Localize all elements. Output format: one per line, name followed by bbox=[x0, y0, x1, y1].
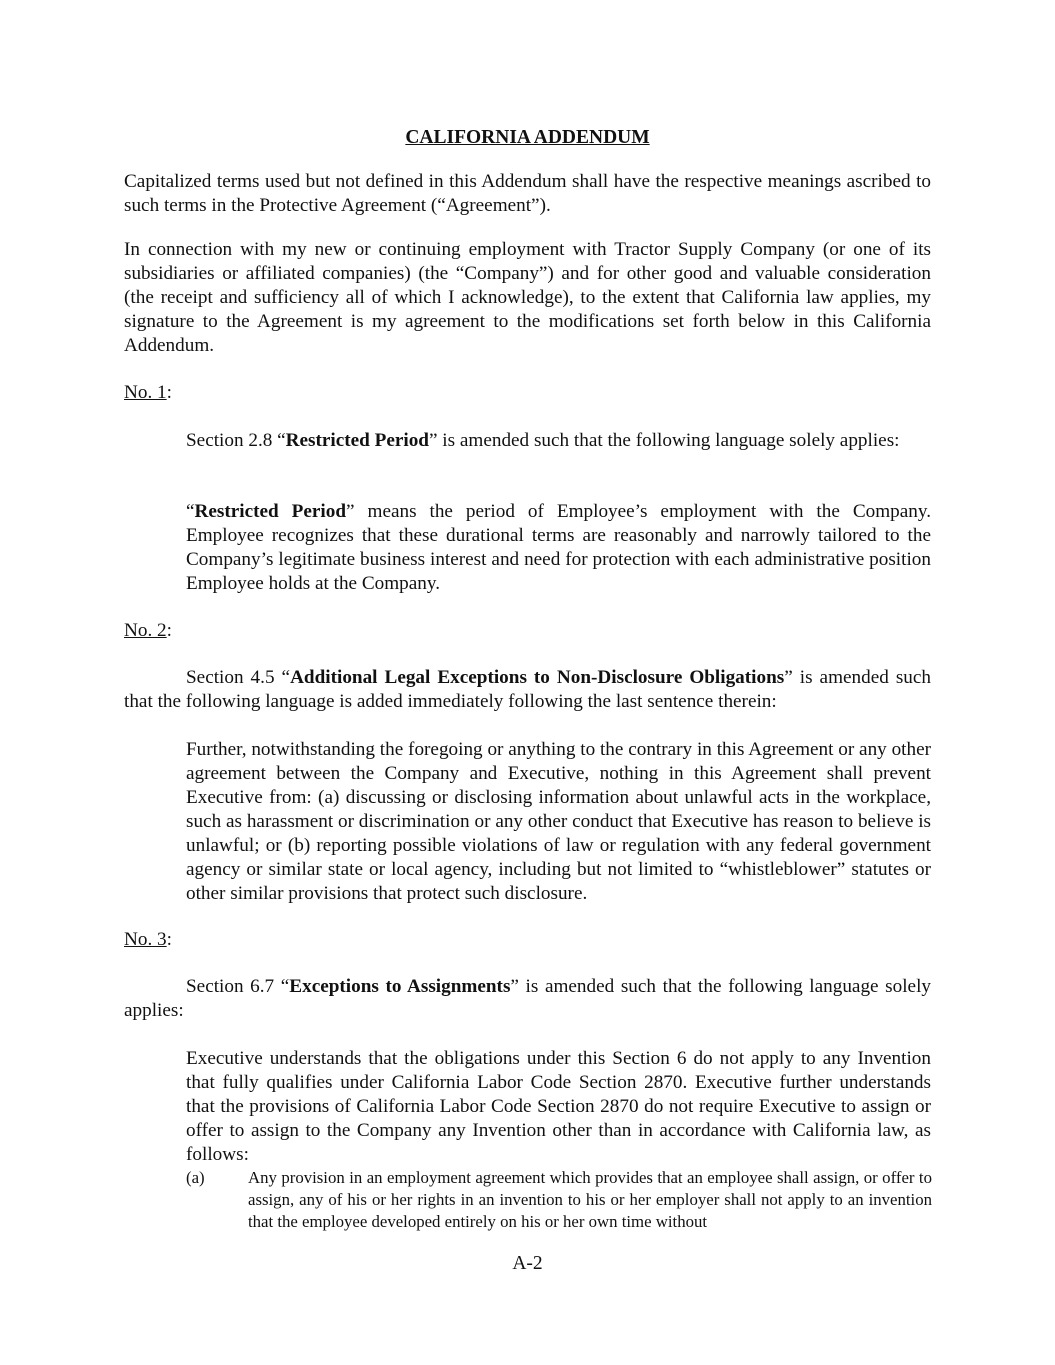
lead-text: ” is amended such that the following language solely applies: bbox=[428, 430, 900, 451]
section-lead-6-7 bbox=[124, 975, 931, 1023]
lead-text: Section 4.5 “ bbox=[186, 667, 291, 688]
section-label-text: No. 3 bbox=[124, 929, 167, 950]
section-label-colon: : bbox=[166, 382, 172, 403]
section-label-colon: : bbox=[166, 620, 172, 641]
section-label-no-3 bbox=[124, 928, 931, 952]
section-label-text: No. 2 bbox=[124, 620, 167, 641]
section-quote-restricted-period bbox=[186, 500, 931, 596]
page-title: CALIFORNIA ADDENDUM bbox=[405, 127, 650, 148]
quote-text: ” means the period of Employee’s employment with the Company. Employee recognizes that these durational terms are reasonably and narrowly tailored to the Company’s legitimate business interest and need for protection with each administrative position Employee holds at the Company. bbox=[186, 501, 931, 594]
lead-term: Restricted Period bbox=[285, 430, 429, 451]
section-label-no-2 bbox=[124, 619, 931, 643]
section-label-no-1 bbox=[124, 381, 931, 405]
intro-paragraph-definitions: Capitalized terms used but not defined in this Addendum shall have the respective meanings ascribed to such terms in the Protective Agreement (“Agreement”). bbox=[124, 171, 931, 216]
intro-paragraph-consideration: In connection with my new or continuing employment with Tractor Supply Company (or one of its subsidiaries or affiliated companies) (the “Company”) and for other good and valuable consideration (the receipt and sufficiency all of which I acknowledge), to the extent that California law applies, my signature to the Agreement is my agreement to the modifications set forth below in this California Addendum. bbox=[124, 239, 931, 356]
section-lead-4-5 bbox=[124, 666, 931, 714]
lead-text: ” is amended such that the following language solely applies: bbox=[124, 976, 932, 1021]
list-item bbox=[186, 1167, 932, 1233]
lead-text: Section 2.8 “ bbox=[186, 430, 286, 451]
list-item-text: Any provision in an employment agreement which provides that an employee shall assign, or offer to assign, any of his or her rights in an invention to his or her employer shall not apply to an invention that the employee developed entirely on his or her own time without bbox=[248, 1168, 932, 1231]
section-label-text: No. 1 bbox=[124, 382, 167, 403]
lead-term: Additional Legal Exceptions to Non-Disclosure Obligations bbox=[290, 667, 785, 688]
quote-term: Restricted Period bbox=[194, 501, 347, 522]
list-marker: (a) bbox=[186, 1168, 205, 1187]
lead-text: ” is amended such that the following language is added immediately following the last sentence therein: bbox=[124, 667, 931, 712]
quote-open: “ bbox=[186, 501, 195, 522]
section-label-colon: : bbox=[166, 929, 172, 950]
section-quote-non-disclosure: Further, notwithstanding the foregoing or anything to the contrary in this Agreement or any other agreement between the Company and Executive, nothing in this Agreement shall prevent Executive from: (a) discussing or disclosing information about unlawful acts in the workplace, such as harassment or discrimination or any other conduct that Executive has reason to believe is unlawful; or (b) reporting possible violations of law or regulation with any federal government agency or similar state or local agency, including but not limited to “whistleblower” statutes or other similar provisions that protect such disclosure. bbox=[186, 739, 931, 904]
section-quote-assignments: Executive understands that the obligations under this Section 6 do not apply to any Invention that fully qualifies under California Labor Code Section 2870. Executive further understands that the provisions of California Labor Code Section 2870 do not require Executive to assign or offer to assign to the Company any Invention other than in accordance with California law, as follows: bbox=[186, 1048, 931, 1165]
page-number: A-2 bbox=[512, 1253, 543, 1274]
section-lead-2-8 bbox=[124, 429, 931, 453]
lead-term: Exceptions to Assignments bbox=[289, 976, 511, 997]
lead-text: Section 6.7 “ bbox=[186, 976, 290, 997]
